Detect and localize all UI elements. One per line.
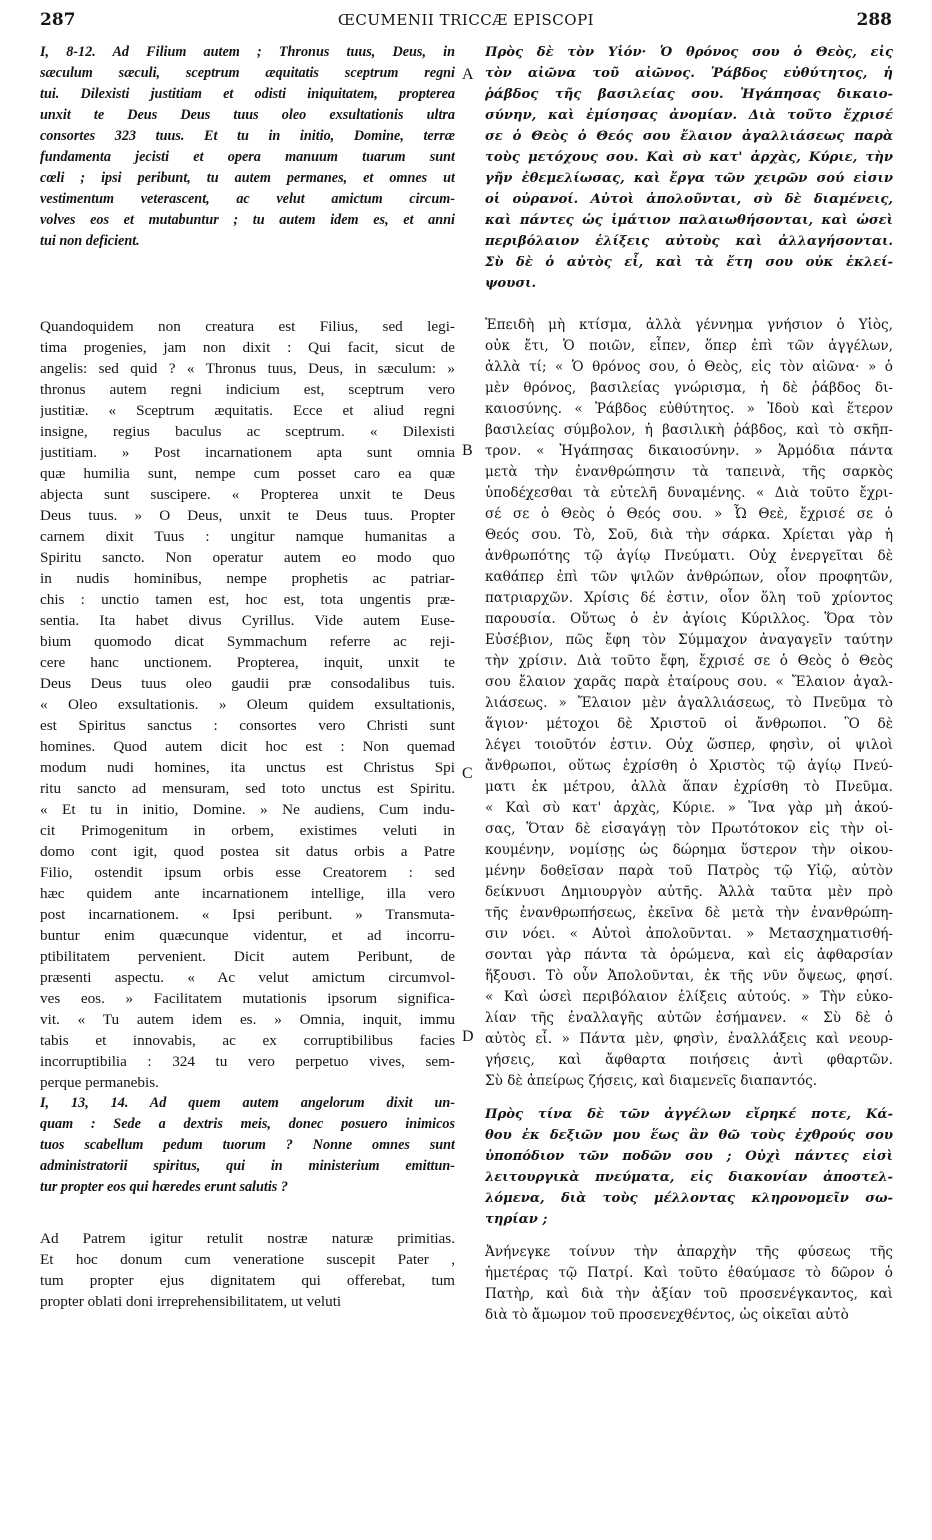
text-line: σέ σε ὁ Θεὸς ὁ Θεός σου. » Ὦ Θεὲ, ἔχρισέ σε ὁ: [485, 506, 893, 522]
text-line: Ἐπειδὴ μὴ κτίσμα, ἀλλὰ γέννημα γνήσιον ὁ Υἱὸς,: [485, 317, 893, 333]
text-line: justitiam. » Post incarnationem apta sunt omnia: [40, 444, 455, 461]
text-line: cere hanc unctionem. Propterea, inquit, unxit te: [40, 654, 455, 671]
text-line: πατριαρχῶν. Χρίσις δέ ἐστιν, οἷον ὅλη τοῦ χρίοντος: [485, 590, 893, 606]
text-line: ἄνθρωποι, οὕτως ἐχρίσθη ὁ Χριστὸς τῷ ἁγίῳ Πνεύ-: [485, 758, 893, 774]
latin-commentary-2: [40, 1228, 455, 1312]
text-line: καιοσύνης. « Ῥάβδος εὐθύτητος. » Ἰδοὺ καὶ ἕτερον: [485, 401, 893, 417]
text-line: Σὺ δὲ ὁ αὐτὸς εἶ, καὶ τὰ ἔτη σου οὐκ ἐκλεί-: [485, 255, 893, 270]
text-line: perque permanebis.: [40, 1074, 159, 1091]
text-line: παρουσία. Οὕτως ὁ ἐν ἁγίοις Κύριλλος. Ὅρα τὸν: [485, 611, 893, 627]
greek-commentary-1: [485, 315, 893, 1092]
text-line: tabis et innovabis, ac ex corruptibilibus facies: [40, 1032, 455, 1049]
text-line: περιβόλαιον ἑλίξεις αὐτοὺς καὶ ἀλλαγήσονται.: [485, 234, 893, 249]
text-line: homines. Quod autem dicit hoc est : Non quemad: [40, 738, 455, 755]
margin-marker-b: B: [462, 442, 473, 459]
text-line: post incarnationem. « Ipsi peribunt. » Transmuta-: [40, 906, 455, 923]
text-line: præsenti aspectu. « Ac velut amictum circumvol-: [40, 969, 455, 986]
text-line: ματι ἐκ μέτρου, ἀλλὰ ἅπαν ἐχρίσθη τὸ Πνεῦμα.: [485, 779, 893, 795]
text-line: « Καὶ σὺ κατ' ἀρχὰς, Κύριε. » Ἵνα γὰρ μὴ ἀκού-: [485, 800, 893, 816]
text-line: καὶ πάντες ὡς ἱμάτιον παλαιωθήσονται, καὶ ὡσεὶ: [485, 213, 893, 228]
margin-marker-d: D: [462, 1028, 474, 1045]
text-line: justitiæ. « Sceptrum æquitatis. Ecce et aliud regni: [40, 402, 455, 419]
text-line: τηρίαν ;: [485, 1212, 548, 1227]
text-line: volves eos et mutabuntur ; tu autem idem es, et anni: [40, 212, 455, 228]
text-line: σιν νόει. « Αὐτοὶ ἀπολοῦνται. » Μετασχηματισθή-: [485, 926, 893, 942]
margin-marker-c: C: [462, 765, 473, 782]
text-line: τῆς ἐνανθρωπήσεως, ἐκεῖνα δὲ μετὰ τὴν ἐνανθρώπη-: [485, 905, 893, 921]
latin-commentary-1: [40, 316, 455, 1093]
text-line: ἀνθρωπότης τῷ ἁγίῳ Πνεύματι. Οὐχ ἐνεργεῖται δὲ: [485, 548, 893, 564]
text-line: ἀλλὰ τί; « Ὁ θρόνος σου, ὁ Θεὸς, εἰς τὸν αἰῶνα· » ὁ: [485, 359, 893, 375]
text-line: Πρὸς δὲ τὸν Υἱόν· Ὁ θρόνος σου ὁ Θεὸς, εἰς: [485, 45, 893, 60]
text-line: abjecta sunt suscipere. « Propterea unxit te Deus: [40, 486, 455, 503]
text-line: domo cont igit, quod postea sit datus orbis a Patre: [40, 843, 455, 860]
text-line: σονται γὰρ πάντα τὰ ὁρώμενα, καὶ εἰς ἀφθαρσίαν: [485, 947, 893, 963]
text-line: δείκνυσι Δημιουργὸν αὐτῆς. Ἀλλὰ ταῦτα μὲν πρὸ: [485, 884, 893, 900]
text-line: τὸν αἰῶνα τοῦ αἰῶνος. Ῥάβδος εὐθύτητος, ἡ: [485, 66, 893, 81]
text-line: Spiritu sancto. Non operatur autem eo modo quo: [40, 549, 455, 566]
page-header: [40, 10, 892, 40]
text-line: thronus autem regni indicium est, sceptrum vero: [40, 381, 455, 398]
text-line: « Καὶ ὡσεὶ περιβόλαιον ἑλίξεις αὐτούς. » Τὴν εὐκο-: [485, 989, 893, 1005]
text-line: cœli ; ipsi peribunt, tu autem permanes, et omnes ut: [40, 170, 455, 186]
text-line: sæculum sæculi, sceptrum æquitatis sceptrum regni: [40, 65, 455, 81]
text-line: τοὺς μετόχους σου. Καὶ σὺ κατ' ἀρχὰς, Κύριε, τὴν: [485, 150, 893, 165]
text-line: Quandoquidem non creatura est Filius, sed legi-: [40, 318, 455, 335]
text-line: ἡμετέρας τῷ Πατρί. Καὶ τοῦτο ἐθαύμασε τὸ δῶρον ὁ: [485, 1265, 893, 1281]
text-line: tui. Dilexisti justitiam et odisti iniquitatem, propterea: [40, 86, 455, 102]
text-line: μὲν θρόνος, βασιλείας γνώρισμα, ἡ δὲ ῥάβδος δι-: [485, 380, 893, 396]
text-line: tima progenies, jam non dixit : Qui facit, sicut de: [40, 339, 455, 356]
text-line: σου ἔλαιον χαρᾶς παρὰ ἑταίρους σου. « Ἔλαιον ἀγαλ-: [485, 674, 893, 690]
text-line: μετὰ τὴν ἐνανθρώπησιν τὰ ταπεινὰ, τῆς σαρκὸς: [485, 464, 893, 480]
text-line: σε ὁ Θεὸς ὁ Θεός σου ἔλαιον ἀγαλλιάσεως παρὰ: [485, 129, 893, 144]
text-line: modum nudi homines, ita unctus est Christus Spi: [40, 759, 455, 776]
text-line: σύνην, καὶ ἐμίσησας ἀνομίαν. Διὰ τοῦτο ἔχρισέ: [485, 108, 893, 123]
text-line: I, 8-12. Ad Filium autem ; Thronus tuus, Deus, in: [40, 44, 455, 60]
text-line: σας, Ὅταν δὲ εἰσαγάγῃ τὸν Πρωτότοκον εἰς τὴν οἰ-: [485, 821, 893, 837]
page-number-right: 288: [856, 10, 892, 30]
text-line: insigne, regius baculus ac sceptrum. « Dilexisti: [40, 423, 455, 440]
text-line: hæc quidem ante incarnationem intellige, illa vero: [40, 885, 455, 902]
text-line: fundamenta jecisti et opera manuum tuarum sunt: [40, 149, 455, 165]
text-line: Deus Deus tuus oleo gaudii præ consodalibus tuis.: [40, 675, 455, 692]
text-line: unxit te Deus Deus tuus oleo exsultationis ultra: [40, 107, 455, 123]
text-line: propter oblati doni irreprehensibilitatem, ut veluti: [40, 1293, 342, 1310]
text-line: λόμενα, διὰ τοὺς μέλλοντας κληρονομεῖν σω-: [485, 1191, 893, 1206]
text-line: tum propter ejus dignitatem qui offerebat, tum: [40, 1272, 455, 1289]
text-line: γήσεις, καὶ ἄφθαρτα ποιήσεις ἀντὶ φθαρτῶν.: [485, 1052, 893, 1068]
text-line: καθάπερ ἐπὶ τῶν ψιλῶν ἀνθρώπων, οἷον προφητῶν,: [485, 569, 893, 585]
text-line: « Oleo exsultationis. » Oleum quidem exsultationis,: [40, 696, 455, 713]
page-number-left: 287: [40, 10, 76, 30]
greek-scripture-quote-2: [485, 1104, 893, 1230]
text-line: « Et tu in initio, Domine. » Ne audiens, Cum indu-: [40, 801, 455, 818]
text-line: λιάσεως. » Ἔλαιον μὲν ἀγαλλιάσεως, τὸ Πνεῦμα τὸ: [485, 695, 893, 711]
text-line: consortes 323 tuus. Et tu in initio, Domine, terræ: [40, 128, 455, 144]
text-line: ἅγιον· μέτοχοι δὲ Χριστοῦ οἱ ἄνθρωποι. Ὃ δὲ: [485, 716, 893, 732]
text-line: βασιλείας σύμβολον, ἡ βασιλικὴ ῥάβδος, καὶ τὸ σκῆπ-: [485, 422, 893, 438]
text-line: οὐκ ἔτι, Ὁ ποιῶν, εἶπεν, ὅπερ ἐπὶ τῶν ἀγγέλων,: [485, 338, 893, 354]
text-line: bium quomodo dicat Symmachum referre ac reji-: [40, 633, 455, 650]
text-line: ptibilitatem pervenient. Dicit autem Peribunt, de: [40, 948, 455, 965]
text-line: διὰ τὸ ἄμωμον τοῦ προσενεχθέντος, ὡς οἰκεῖαι αὐτὸ: [485, 1307, 849, 1323]
text-line: κουμένην, νομίσῃς ὡς δώρημα ὕστερον τὴν οἰκου-: [485, 842, 893, 858]
text-line: carnem dixit Tuus : ungitur namque humanitas a: [40, 528, 455, 545]
text-line: Filio, ostendit ipsum orbis esse Creatorem : sed: [40, 864, 455, 881]
text-line: οἱ οὐρανοί. Αὐτοὶ ἀπολοῦνται, σὺ δὲ διαμένεις,: [485, 192, 893, 207]
margin-marker-a: A: [462, 66, 474, 83]
greek-scripture-quote-1: [485, 42, 893, 294]
text-line: tui non deficient.: [40, 233, 140, 249]
text-line: est Spiritus sanctus : consortes vero Christi sunt: [40, 717, 455, 734]
text-line: ves eos. » Facilitatem mutationis ipsorum significa-: [40, 990, 455, 1007]
text-line: λίαν τῆς ἐναλλαγῆς αὐτῶν ἐσήμανεν. « Σὺ δὲ ὁ: [485, 1010, 893, 1026]
text-line: λειτουργικὰ πνεύματα, εἰς διακονίαν ἀποστελ-: [485, 1170, 893, 1185]
greek-column: [485, 42, 893, 1326]
text-line: γῆν ἐθεμελίωσας, καὶ ἔργα τῶν χειρῶν σού εἰσιν: [485, 171, 893, 186]
text-line: tuos scabellum pedum tuorum ? Nonne omnes sunt: [40, 1137, 455, 1153]
text-line: Σὺ δὲ ἀπείρως ζήσεις, καὶ διαμενεῖς διαπαντός.: [485, 1073, 818, 1089]
text-line: vestimentum veterascent, ac velut amictum circum-: [40, 191, 455, 207]
text-line: Εὐσέβιον, πῶς ἔφη τὸν Σύμμαχον ἀναγαγεῖν ταύτην: [485, 632, 893, 648]
text-line: I, 13, 14. Ad quem autem angelorum dixit un-: [40, 1095, 455, 1111]
text-line: administratorii spiritus, qui in ministerium emittun-: [40, 1158, 455, 1174]
running-title: ŒCUMENII TRICCÆ EPISCOPI: [337, 11, 595, 29]
text-line: in nudis hominibus, nempe prophetis ac patriar-: [40, 570, 455, 587]
text-line: λέγει τοιοῦτόν ἐστιν. Οὐχ ὥσπερ, φησὶν, οἱ ψιλοὶ: [485, 737, 893, 753]
latin-scripture-quote-2: [40, 1093, 455, 1198]
text-line: quam : Sede a dextris meis, donec posuero inimicos: [40, 1116, 455, 1132]
text-line: incorruptibilia : 324 tu vero perpetuo vives, sem-: [40, 1053, 455, 1070]
text-line: angelis: sed quid ? « Thronus tuus, Deus, in sæculum: »: [40, 360, 455, 377]
latin-column: [40, 42, 455, 1312]
text-line: τὴν χρίσιν. Διὰ τοῦτο ἔφη, ἔχρισέ σε ὁ Θεὸς ὁ Θεὸς: [485, 653, 893, 669]
text-line: ῥάβδος τῆς βασιλείας σου. Ἠγάπησας δικαιο-: [485, 87, 893, 102]
text-line: ὑποδέχεσθαι τὰ εὐτελῆ δυναμένης. « Διὰ τοῦτο ἔχρι-: [485, 485, 893, 501]
text-line: Θεός σου. Τὸ, Σοῦ, διὰ τὴν σάρκα. Χρίεται γὰρ ἡ: [485, 527, 893, 543]
text-line: Πρὸς τίνα δὲ τῶν ἀγγέλων εἴρηκέ ποτε, Κά-: [485, 1107, 893, 1122]
text-line: ἥξουσι. Τὸ οὖν Ἀπολοῦνται, ἐκ τῆς νῦν ὄψεως, φησί.: [485, 968, 893, 984]
text-line: buntur enim quæcunque videntur, et ad incorru-: [40, 927, 455, 944]
text-line: ritu sancto ad mensuram, sed toto unctus est Spiritu.: [40, 780, 455, 797]
text-line: ὑποπόδιον τῶν ποδῶν σου ; Οὐχὶ πάντες εἰσὶ: [485, 1149, 893, 1164]
text-line: tur propter eos qui hæredes erunt salutis ?: [40, 1179, 288, 1195]
greek-commentary-2: [485, 1242, 893, 1326]
text-line: μένην δοθεῖσαν παρὰ τοῦ Πατρὸς τῷ Υἱῷ, αὐτὸν: [485, 863, 893, 879]
text-line: Et hoc donum cum veneratione suscepit Pater ,: [40, 1251, 455, 1268]
text-line: αὐτὸς εἶ. » Πάντα μὲν, φησὶν, ἐναλλάξεις καὶ νεουρ-: [485, 1031, 893, 1047]
text-line: cit Primogenitum in orbem, existimes veluti in: [40, 822, 455, 839]
text-line: Deus tuus. » O Deus, unxit te Deus tuus. Propter: [40, 507, 455, 524]
text-line: sentia. Ita habet divus Cyrillus. Vide autem Euse-: [40, 612, 455, 629]
text-line: Πατὴρ, καὶ διὰ τὴν ἀξίαν τοῦ προσενέγκαντος, καὶ: [485, 1286, 893, 1302]
text-line: τρον. « Ἠγάπησας δικαιοσύνην. » Ἁρμόδια πάντα: [485, 443, 893, 459]
text-line: Ad Patrem igitur retulit nostræ naturæ primitias.: [40, 1230, 455, 1247]
text-line: quæ humilia sunt, nempe cum posset caro ea quæ: [40, 465, 455, 482]
text-line: ψουσι.: [485, 276, 537, 291]
text-line: Ἀνήνεγκε τοίνυν τὴν ἀπαρχὴν τῆς φύσεως τῆς: [485, 1244, 893, 1260]
text-line: chis : unctio tamen est, hoc est, tota ungentis præ-: [40, 591, 455, 608]
text-line: vit. « Tu autem idem es. » Omnia, inquit, immu: [40, 1011, 455, 1028]
latin-scripture-quote-1: [40, 42, 455, 252]
text-line: θου ἐκ δεξιῶν μου ἕως ἂν θῶ τοὺς ἐχθρούς σου: [485, 1128, 893, 1143]
